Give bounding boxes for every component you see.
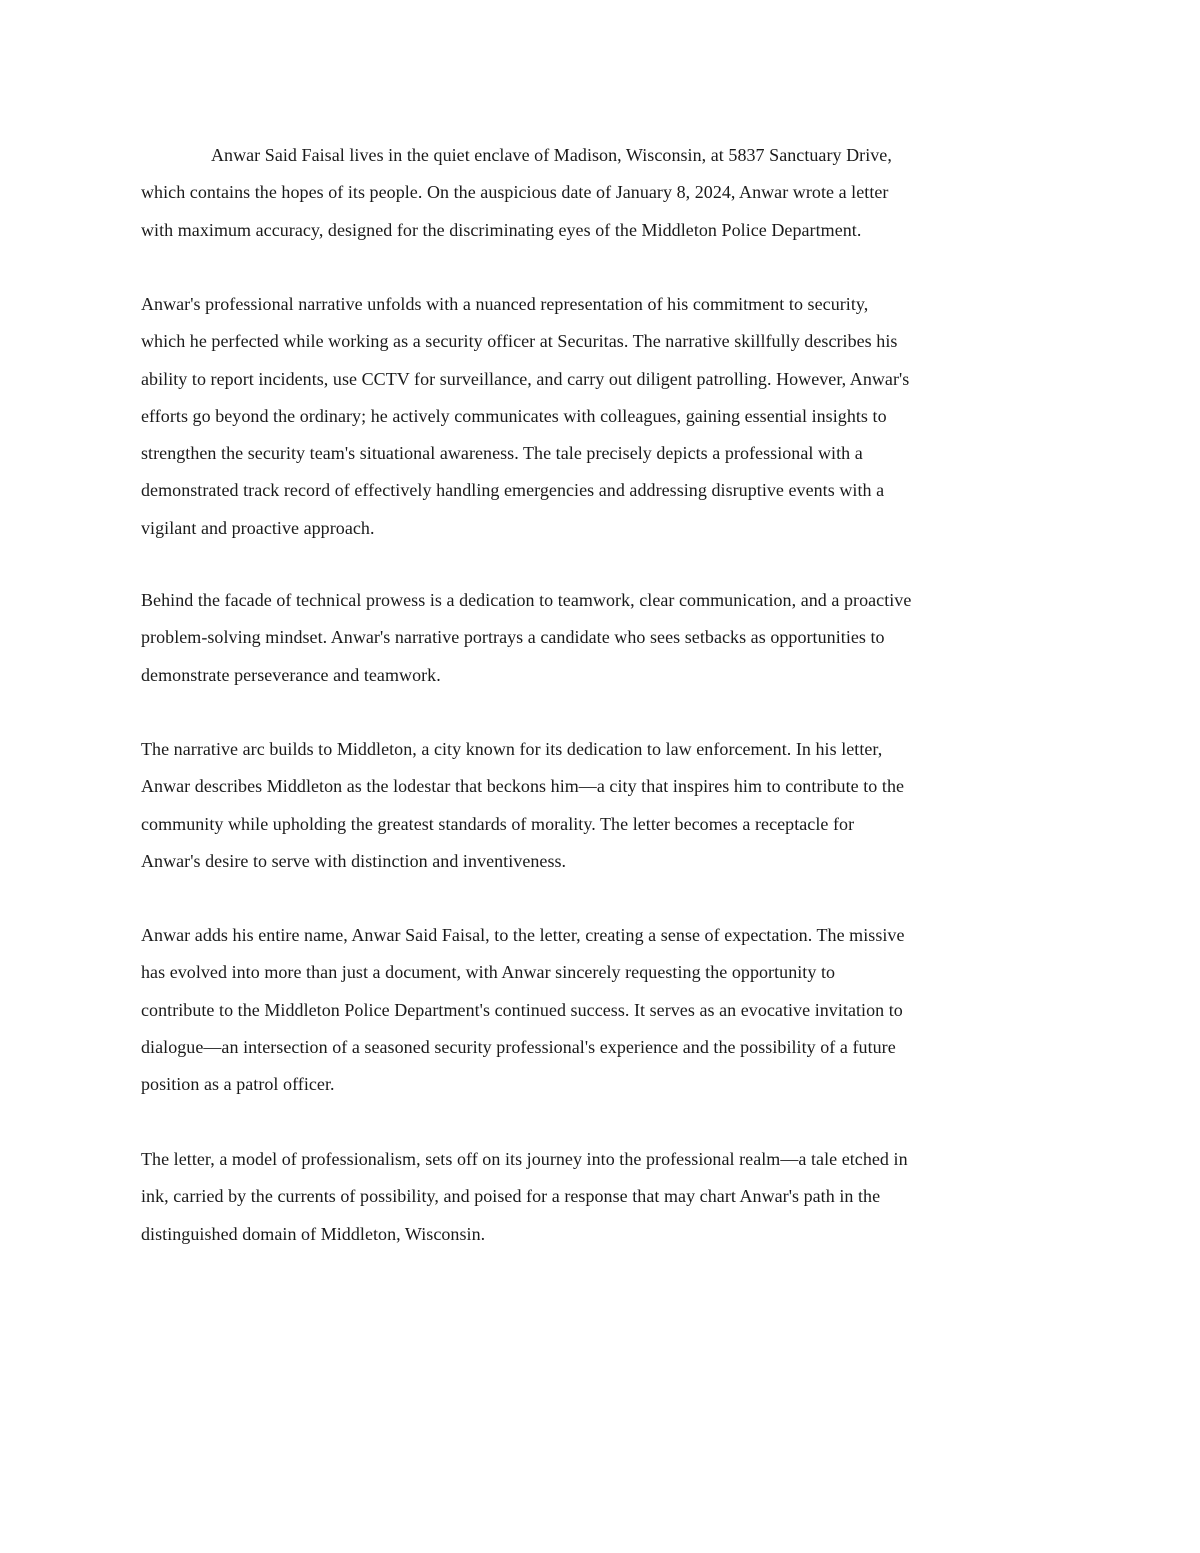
paragraph-line: which he perfected while working as a security officer at Securitas. The narrative skillfully describes his (141, 331, 898, 352)
paragraph-closing (141, 1141, 1063, 1253)
paragraph-line: dialogue—an intersection of a seasoned security professional's experience and the possibility of a future (141, 1036, 896, 1057)
paragraph-line: position as a patrol officer. (141, 1074, 335, 1095)
paragraph-line: Anwar's desire to serve with distinction and inventiveness. (141, 850, 567, 871)
paragraph-line: efforts go beyond the ordinary; he actively communicates with colleagues, gaining essential insights to (141, 405, 887, 426)
paragraph-teamwork (141, 582, 1063, 694)
paragraph-signature (141, 917, 1063, 1103)
paragraph-line: demonstrated track record of effectively handling emergencies and addressing disruptive events with a (141, 480, 885, 501)
paragraph-line: contribute to the Middleton Police Department's continued success. It serves as an evocative invitation to (141, 999, 903, 1020)
paragraph-line: with maximum accuracy, designed for the discriminating eyes of the Middleton Police Department. (141, 219, 862, 240)
paragraph-line: vigilant and proactive approach. (141, 517, 375, 538)
paragraph-line: Anwar Said Faisal lives in the quiet enclave of Madison, Wisconsin, at 5837 Sanctuary Drive, (211, 145, 892, 165)
paragraph-line: problem-solving mindset. Anwar's narrative portrays a candidate who sees setbacks as opportunities to (141, 627, 885, 648)
paragraph-line: Anwar's professional narrative unfolds with a nuanced representation of his commitment to security, (141, 294, 869, 314)
paragraph-intro (141, 137, 1063, 249)
paragraph-line: ink, carried by the currents of possibility, and poised for a response that may chart Anwar's path in the (141, 1186, 881, 1207)
paragraph-line: strengthen the security team's situational awareness. The tale precisely depicts a professional with a (141, 443, 863, 464)
paragraph-line: community while upholding the greatest standards of morality. The letter becomes a receptacle for (141, 813, 855, 834)
paragraph-line: Anwar describes Middleton as the lodestar that beckons him—a city that inspires him to contribute to the (141, 776, 905, 797)
paragraph-line: The narrative arc builds to Middleton, a city known for its dedication to law enforcement. In his letter, (141, 739, 883, 759)
paragraph-line: demonstrate perseverance and teamwork. (141, 664, 441, 685)
paragraph-line: distinguished domain of Middleton, Wisconsin. (141, 1223, 486, 1244)
paragraph-professional-narrative (141, 286, 1063, 547)
paragraph-line: which contains the hopes of its people. On the auspicious date of January 8, 2024, Anwar wrote a letter (141, 182, 889, 203)
paragraph-line: The letter, a model of professionalism, sets off on its journey into the professional realm—a tale etched in (141, 1149, 908, 1169)
paragraph-line: ability to report incidents, use CCTV for surveillance, and carry out diligent patrolling. However, Anwar's (141, 368, 910, 389)
paragraph-line: has evolved into more than just a document, with Anwar sincerely requesting the opportunity to (141, 962, 836, 983)
paragraph-line: Behind the facade of technical prowess is a dedication to teamwork, clear communication, and a proactive (141, 590, 912, 610)
paragraph-middleton (141, 731, 1063, 880)
paragraph-line: Anwar adds his entire name, Anwar Said Faisal, to the letter, creating a sense of expectation. The missive (141, 925, 905, 945)
